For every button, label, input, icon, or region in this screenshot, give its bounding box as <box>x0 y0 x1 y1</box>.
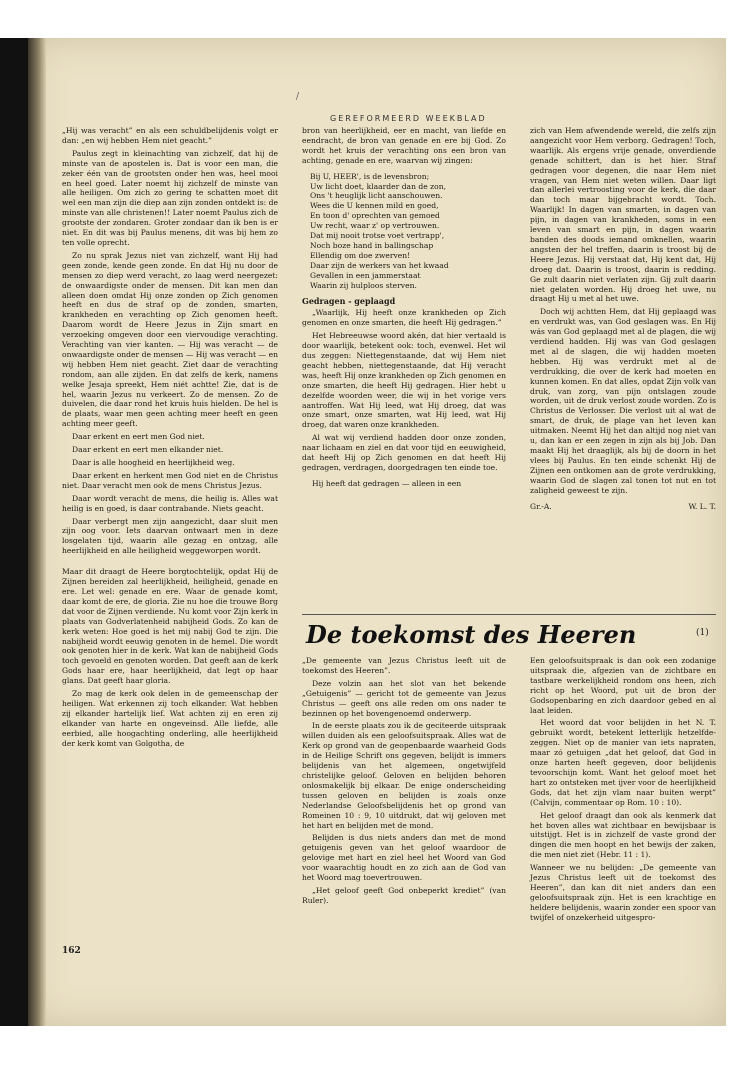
column-2 <box>302 126 506 492</box>
paragraph: Paulus zegt in kleinachting van zichzelf, dat hij de minste van de apostelen is. Dat is voor een man, die zeker één van de grootsten onder hen was, heel mooi en heel goed. Later noemt hij zichzelf de minste van alle heiligen. Om zich zo gering te schatten moet dit wel een man zijn die diep aan zijn zonden ontdekt is: de minste van alle christenen!! Later noemt Paulus zich de grootste der zondaren. Groter zondaar dan ik ben is er niet. En dit was bij Paulus menens, dit was bij hem zo ten volle oprecht. <box>62 148 278 247</box>
signature-line <box>530 502 716 512</box>
paragraph: bron van heerlijkheid, eer en macht, van liefde en eendracht, de bron van genade en ere bij God. Zo wordt het kruis der verachting ons een bron van achting, genade en ere, waarvan wij zingen: <box>302 126 506 165</box>
page-number: 162 <box>62 946 81 956</box>
paragraph: Maar dit draagt de Heere borgtochtelijk, opdat Hij de Zijnen bereiden zal heerlijkheid, heiligheid, genade en ere. Let wel: genade en ere. Waar de genade komt, daar komt de ere, de gloria. Zie nu hoe die trouwe Borg dat voor de Zijnen verdiende. Nu komt voor Zijn kerk in plaats van Godverlatenheid nabijheid Gods. Zo kan de kerk weten: Hoe goed is het mij nabij God te zijn. Die nabijheid wordt eeuwig genoten in de hemel. Die wordt ook genoten hier in de kerk. Wat kan de nabijheid Gods toch gevoeld en genoten worden. Dat geeft aan de kerk Gods haar ere, haar heerlijkheid, dat legt op haar glans. Dat geeft haar gloria. <box>62 567 278 686</box>
page-mark: / <box>296 92 300 102</box>
paragraph: In de eerste plaats zou ik de geciteerde uitspraak willen duiden als een geloofsuitspraak. Alles wat de Kerk op grond van de geopenbaarde waarheid Gods in de Heilige Schrift ons gegeven, belijdt is immers belijdenis van het algemeen, ongetwijfeld christelijke geloof. Geloven en belijden behoren onlosmakelijk bij elkaar. De enige onderscheiding tussen geloven en belijden is zoals onze Nederlandse Geloofsbelijdenis het op grond van Romeinen 10 : 9, 10 uitdrukt, dat wij geloven met het hart en belijden met de mond. <box>302 721 506 830</box>
column-3 <box>530 126 716 511</box>
paragraph: Zo mag de kerk ook delen in de gemeenschap der heiligen. Wat erkennen zij toch elkander. Wat hebben zij elkander hartelijk lief. Wat achten zij en eren zij elkander van harte en ongeveinsd. Alle liefde, alle eerbied, alle hoogachting onderling, alle heerlijkheid der kerk komt van Golgotha, de <box>62 689 278 748</box>
column-1 <box>62 126 278 751</box>
divider <box>302 614 716 615</box>
paragraph: Deze volzin aan het slot van het bekende „Getuigenis” — gericht tot de gemeente van Jezus Christus — geeft ons alle reden om ons nader te bezinnen op het bovengenoemd onderwerp. <box>302 678 506 718</box>
verse-line: Bij U, HEER', is de levensbron; <box>310 171 430 181</box>
signature-place: Gr.-A. <box>530 501 552 511</box>
paragraph: Daar wordt veracht de mens, die heilig is. Alles wat heilig is en goed, is daar contrabande. Niets geacht. <box>62 493 278 513</box>
paragraph: Daar is alle hoogheid en heerlijkheid weg. <box>72 458 235 467</box>
article-2-column-2 <box>530 656 716 926</box>
paragraph: Daar verbergt men zijn aangezicht, daar sluit men zijn oog voor. Iets daarvan ontwaart men in deze losgelaten tijd, waarin alle gezag en ontzag, alle heerlijkheid en alle heiligheid weggeworpen wordt. <box>62 516 278 556</box>
paragraph: „Hij was veracht” en als een schuldbelijdenis volgt er dan: „en wij hebben Hem niet geacht.” <box>62 126 278 145</box>
verse-line: Noch boze hand in ballingschap <box>310 240 434 250</box>
verse-line: Waarin zij hulploos sterven. <box>310 280 417 290</box>
paragraph: Zo nu sprak Jezus niet van zichzelf, want Hij had geen zonde, kende geen zonde. En dat Hij nu door de mensen zo diep werd veracht, zo laag werd neergezet: de onwaardigste onder de mensen. Dit kan men dan alleen doen omdat Hij onze zonden op Zich genomen heeft en dus de straf op de zonden, smarten, krankheden en verachting op Zich genomen heeft. Daarom wordt de Heere Jezus in Zijn smart en verzoeking omgeven door een viervoudige verachting. Verachting van vier kanten. — Hij was veracht — de onwaardigste onder de mensen — Hij was veracht — en wij hebben Hem niet geacht. Ziet daar de verachting rondom, aan alle zijden. En dat zelfs de kerk, namens welke Jesaja spreekt, Hem niét achtte! Zie, dat is de hel, waarin Jezus nu verkeert. Zo de mensen. Zo de duivelen, die daar rond het kruis huis hielden. De hel is de plaats, waar men geen achting meer heeft en geen achting meer geeft. <box>62 250 278 429</box>
paragraph: „De gemeente van Jezus Christus leeft uit de toekomst des Heeren”. <box>302 656 506 675</box>
paragraph: „Het geloof geeft God onbeperkt krediet” (van Ruler). <box>302 885 506 905</box>
verse-line: Gevallen in een jammerstaat <box>310 270 421 280</box>
binding-spine <box>28 38 46 1026</box>
paragraph: Het geloof draagt dan ook als kenmerk dat het boven alles wat zichtbaar en bewijsbaar is uitstijgt. Het is in zichzelf de vaste grond der dingen die men hoopt en het bewijs der zaken, die men niet ziet (Hebr. 11 : 1). <box>530 810 716 860</box>
paragraph: Een geloofsuitspraak is dan ook een zodanige uitspraak die, afgezien van de zichtbare en tastbare werkelijkheid rondom ons heen, zich richt op het Woord, put uit de bron der Godsopenbaring en zich daardoor gebed en al laat leiden. <box>530 656 716 715</box>
paragraph: Doch wij achtten Hem, dat Hij geplaagd was en verdrukt was, van God geslagen was. En Hij wás van God geplaagd met al de plagen, die wij verdiend hadden. Hij was van God geslagen met al de slagen, die wij hadden moeten hebben. Hij was verdrukt met al de verdrukking, die over de kerk had moeten en kunnen komen. En dat alles, opdat Zijn volk van druk, van zorg, van pijn ontslagen zoude worden, uit de druk verlost zoude worden. Zo is Christus de Verlosser. Die verlost uit al wat de smart, de druk, de plage van het leven kan uitmaken. Neemt Hij het dan altijd nog niet van u, dan kan er een zegen in zijn als bij Job. Dan maakt Hij het draaglijk, als bij de doorn in het vlees bij Paulus. En ten einde schenkt Hij de Zijnen een ontkomen aan de grote verdrukking, waarin God de slagen zal tonen tot nut en tot zaligheid geweest te zijn. <box>530 307 716 495</box>
running-header: GEREFORMEERD WEEKBLAD <box>330 114 487 123</box>
verse-line: En toon d' oprechten van gemoed <box>310 211 440 221</box>
verse-line: Wees die U kennen mild en goed, <box>310 201 439 211</box>
verse-line: Uw licht doet, klaarder dan de zon, <box>310 181 447 191</box>
paragraph: zich van Hem afwendende wereld, die zelfs zijn aangezicht voor Hem verborg. Gedragen! Toch, waarlijk. Als ergens vrije genade, onverdiende genade schittert, dan is het hier. Straf gedragen voor degenen, die naar Hem niet vragen, van Hem niet weten willen. Daar ligt dan allerlei vertroosting voor de kerk, die daar dan toch maar bijgebracht wordt. Toch. Waarlijk! In dagen van smarten, in dagen van pijn, in dagen van krankheden, soms in een leven van smart en pijn, in dagen waarin banden des doods iemand omknellen, waarin angsten der hel treffen, daarin is troost bij de Heere Jezus. Hij verstaat dat, Hij kent dat, Hij droeg dat. Daarin is troost, daarin is redding. Ge zult daarin niet verlaten zijn. Gij zult daarin niet gelaten worden. Hij droeg het uwe, nu draagt Hij u met al het uwe. <box>530 126 716 304</box>
subheading: Gedragen - geplaagd <box>302 295 396 306</box>
verse-line: Daar zijn de werkers van het kwaad <box>310 260 449 270</box>
scan-shadow <box>0 38 28 1026</box>
verse-line: Uw recht, waar z' op vertrouwen. <box>310 221 440 231</box>
article-number: (1) <box>696 628 709 638</box>
article-2-column-1 <box>302 656 506 909</box>
signature-initials: W. L. T. <box>688 501 716 511</box>
paragraph: Daar erkent en eert men God niet. <box>72 432 205 442</box>
paragraph: Hij heeft dat gedragen — alleen in een <box>312 478 462 488</box>
paragraph: Al wat wij verdiend hadden door onze zonden, naar lichaam en ziel en dat voor tijd en eeuwigheid, dat heeft Hij op Zich genomen en dat heeft Hij gedragen, verdragen, doorgedragen ten einde toe. <box>302 433 506 472</box>
psalm-verse <box>310 172 506 291</box>
article-title: De toekomst des Heeren <box>306 620 637 649</box>
paragraph: Het Hebreeuwse woord akén, dat hier vertaald is door waarlijk, betekent ook: toch, evenwel. Het wil dus zeggen: Niettegenstaande, dat wij Hem niet geacht hebben, niettegenstaande, dat Hij veracht was, heeft Hij onze krankheden op Zich genomen en onze smarten, die heeft Hij gedragen. Hier hebt u dezelfde woorden weer, die wij in het vorige vers aantroffen. Wat Hij leed, wat Hij droeg, dat was onze smart, onze smarten, wat Hij leed, wat Hij droeg, dat waren onze krankheden. <box>302 331 506 430</box>
paragraph: „Waarlijk, Hij heeft onze krankheden op Zich genomen en onze smarten, die heeft Hij gedragen.” <box>302 308 506 328</box>
paragraph: Het woord dat voor belijden in het N. T. gebruikt wordt, betekent letterlijk hetzelfde-zeggen. Niet op de manier van iets napraten, maar zó getuigen „dat het geloof, dat God in onze harten heeft gegeven, door belijdenis tevoorschijn komt. Want het geloof moet het hart zo ontsteken met ijver voor de heerlijkheid Gods, dat het zijn vlam naar buiten werpt” (Calvijn, commentaar op Rom. 10 : 10). <box>530 718 716 807</box>
verse-line: Ellendig om doe zwerven! <box>310 250 411 260</box>
verse-line: Dat mij nooit trotse voet vertrapp', <box>310 231 445 241</box>
top-margin <box>0 0 738 38</box>
paragraph: Wanneer we nu belijden: „De gemeente van Jezus Christus leeft uit de toekomst des Heeren”, dan kan dit niet anders dan een geloofsuitspraak zijn. Het is een krachtige en heldere belijdenis, waarin zonder een spoor van twijfel of onzekerheid uitgespro- <box>530 863 716 922</box>
paragraph: Daar erkent en eert men elkander niet. <box>72 445 224 455</box>
paragraph: Belijden is dus niets anders dan met de mond getuigenis geven van het geloof waardoor de gelovige met hart en ziel heel het Woord van God voor waarachtig houdt en zo zich aan de God van het Woord mag toevertrouwen. <box>302 833 506 883</box>
paragraph: Daar erkent en herkent men God niet en de Christus niet. Daar veracht men ook de mens Christus Jezus. <box>62 470 278 490</box>
verse-line: Ons 't heuglijk licht aanschouwen. <box>310 191 443 201</box>
